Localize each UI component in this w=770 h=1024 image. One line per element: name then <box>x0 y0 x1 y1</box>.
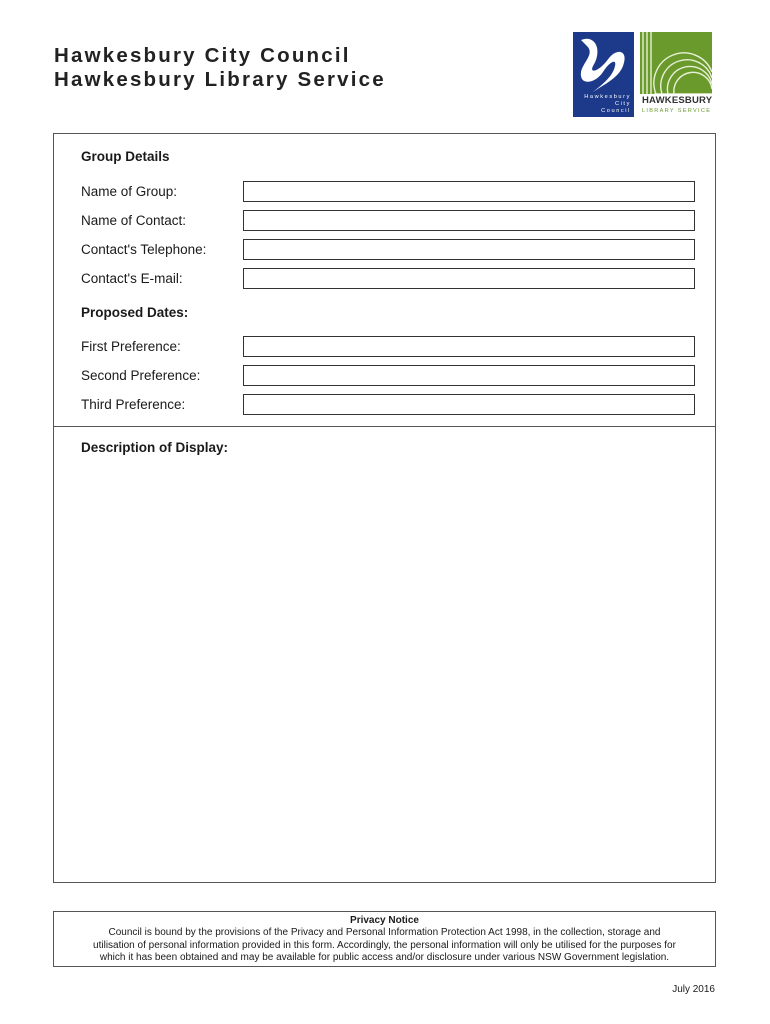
section-divider <box>54 426 715 427</box>
name-of-group-field[interactable] <box>243 181 695 202</box>
name-of-contact-field[interactable] <box>243 210 695 231</box>
description-of-display-heading: Description of Display: <box>81 440 229 455</box>
council-logo-line1: Hawkesbury <box>584 94 631 100</box>
council-logo-line2: City <box>614 101 631 108</box>
document-title <box>54 44 386 92</box>
contact-email-label: Contact's E-mail: <box>81 271 183 286</box>
second-preference-field[interactable] <box>243 365 695 386</box>
library-logo-name: HAWKESBURY <box>642 95 713 106</box>
privacy-notice <box>53 911 716 967</box>
second-preference-label: Second Preference: <box>81 368 201 383</box>
name-of-contact-label: Name of Contact: <box>81 213 187 228</box>
library-logo-subtitle: LIBRARY SERVICE <box>642 108 712 114</box>
contact-email-field[interactable] <box>243 268 695 289</box>
proposed-dates-heading: Proposed Dates: <box>81 305 189 320</box>
first-preference-field[interactable] <box>243 336 695 357</box>
third-preference-field[interactable] <box>243 394 695 415</box>
document-date: July 2016 <box>672 984 715 995</box>
contact-telephone-label: Contact's Telephone: <box>81 242 207 257</box>
title-library: Hawkesbury Library Service <box>54 68 386 91</box>
privacy-notice-line2: utilisation of personal information provided in this form. Accordingly, the personal information will only be utilised for the purposes for <box>93 939 676 951</box>
description-of-display-area[interactable] <box>74 464 694 864</box>
privacy-notice-title: Privacy Notice <box>350 915 419 926</box>
council-logo-line3: Council <box>601 108 631 115</box>
contact-telephone-field[interactable] <box>243 239 695 260</box>
first-preference-label: First Preference: <box>81 339 181 354</box>
group-details-heading: Group Details <box>81 149 170 164</box>
privacy-notice-line3: which it has been obtained and may be available for public access and/or disclosure under various NSW Government legislation. <box>99 951 670 963</box>
third-preference-label: Third Preference: <box>81 397 186 412</box>
hawkesbury-city-council-logo-icon <box>573 32 634 117</box>
hawkesbury-library-service-logo-icon <box>640 32 712 118</box>
application-form <box>53 133 716 883</box>
privacy-notice-line1: Council is bound by the provisions of the Privacy and Personal Information Protection Act 1998, in the collection, storage and <box>108 927 661 939</box>
title-council: Hawkesbury City Council <box>54 44 351 67</box>
name-of-group-label: Name of Group: <box>81 184 178 199</box>
logos <box>573 32 713 118</box>
